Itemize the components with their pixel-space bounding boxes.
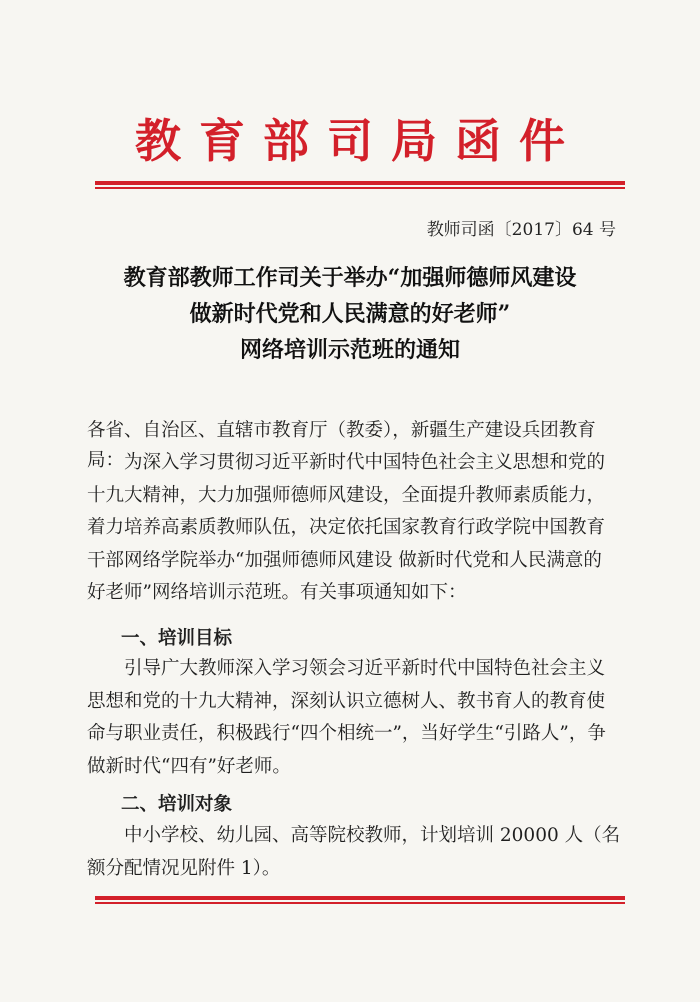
title-line: 教育部教师工作司关于举办“加强师德师风建设 — [123, 265, 577, 291]
paragraph-line: 干部网络学院举办“加强师德师风建设 做新时代党和人民满意的 — [87, 549, 602, 571]
paragraph-line: 十九大精神，大力加强师德师风建设，全面提升教师素质能力， — [87, 484, 606, 506]
paragraph-line: 着力培养高素质教师队伍，决定依托国家教育行政学院中国教育 — [87, 517, 606, 538]
paragraph-line: 引导广大教师深入学习领会习近平新时代中国特色社会主义 — [124, 658, 606, 679]
paragraph-line: 命与职业责任，积极践行“四个相统一”，当好学生“引路人”，争 — [87, 723, 606, 744]
document-number: 教师司函〔2017〕64 号 — [426, 220, 616, 240]
masthead-title: 教育部司局函件 — [135, 114, 583, 168]
targets-paragraph — [87, 820, 627, 885]
document-title — [60, 260, 640, 368]
goals-paragraph — [87, 653, 627, 783]
paragraph-line: 额分配情况见附件 1）。 — [87, 857, 281, 879]
paragraph-line: 思想和党的十九大精神，深刻认识立德树人、教书育人的教育使 — [87, 690, 606, 712]
title-line: 做新时代党和人民满意的好老师” — [189, 301, 511, 327]
title-line: 网络培训示范班的通知 — [239, 337, 460, 363]
section-heading-targets: 二、培训对象 — [121, 794, 233, 815]
paragraph-line: 中小学校、幼儿园、高等院校教师，计划培训 20000 人（名 — [124, 825, 621, 846]
section-heading-goals: 一、培训目标 — [121, 628, 233, 649]
footer-divider — [95, 896, 625, 904]
addressee: 各省、自治区、直辖市教育厅（教委），新疆生产建设兵团教育局： — [87, 420, 596, 471]
paragraph-line: 好老师”网络培训示范班。有关事项通知如下： — [87, 582, 467, 603]
paragraph-line: 为深入学习贯彻习近平新时代中国特色社会主义思想和党的 — [124, 452, 606, 473]
masthead-divider — [95, 181, 625, 189]
paragraph-line: 做新时代“四有”好老师。 — [87, 755, 291, 777]
intro-paragraph — [87, 447, 627, 610]
